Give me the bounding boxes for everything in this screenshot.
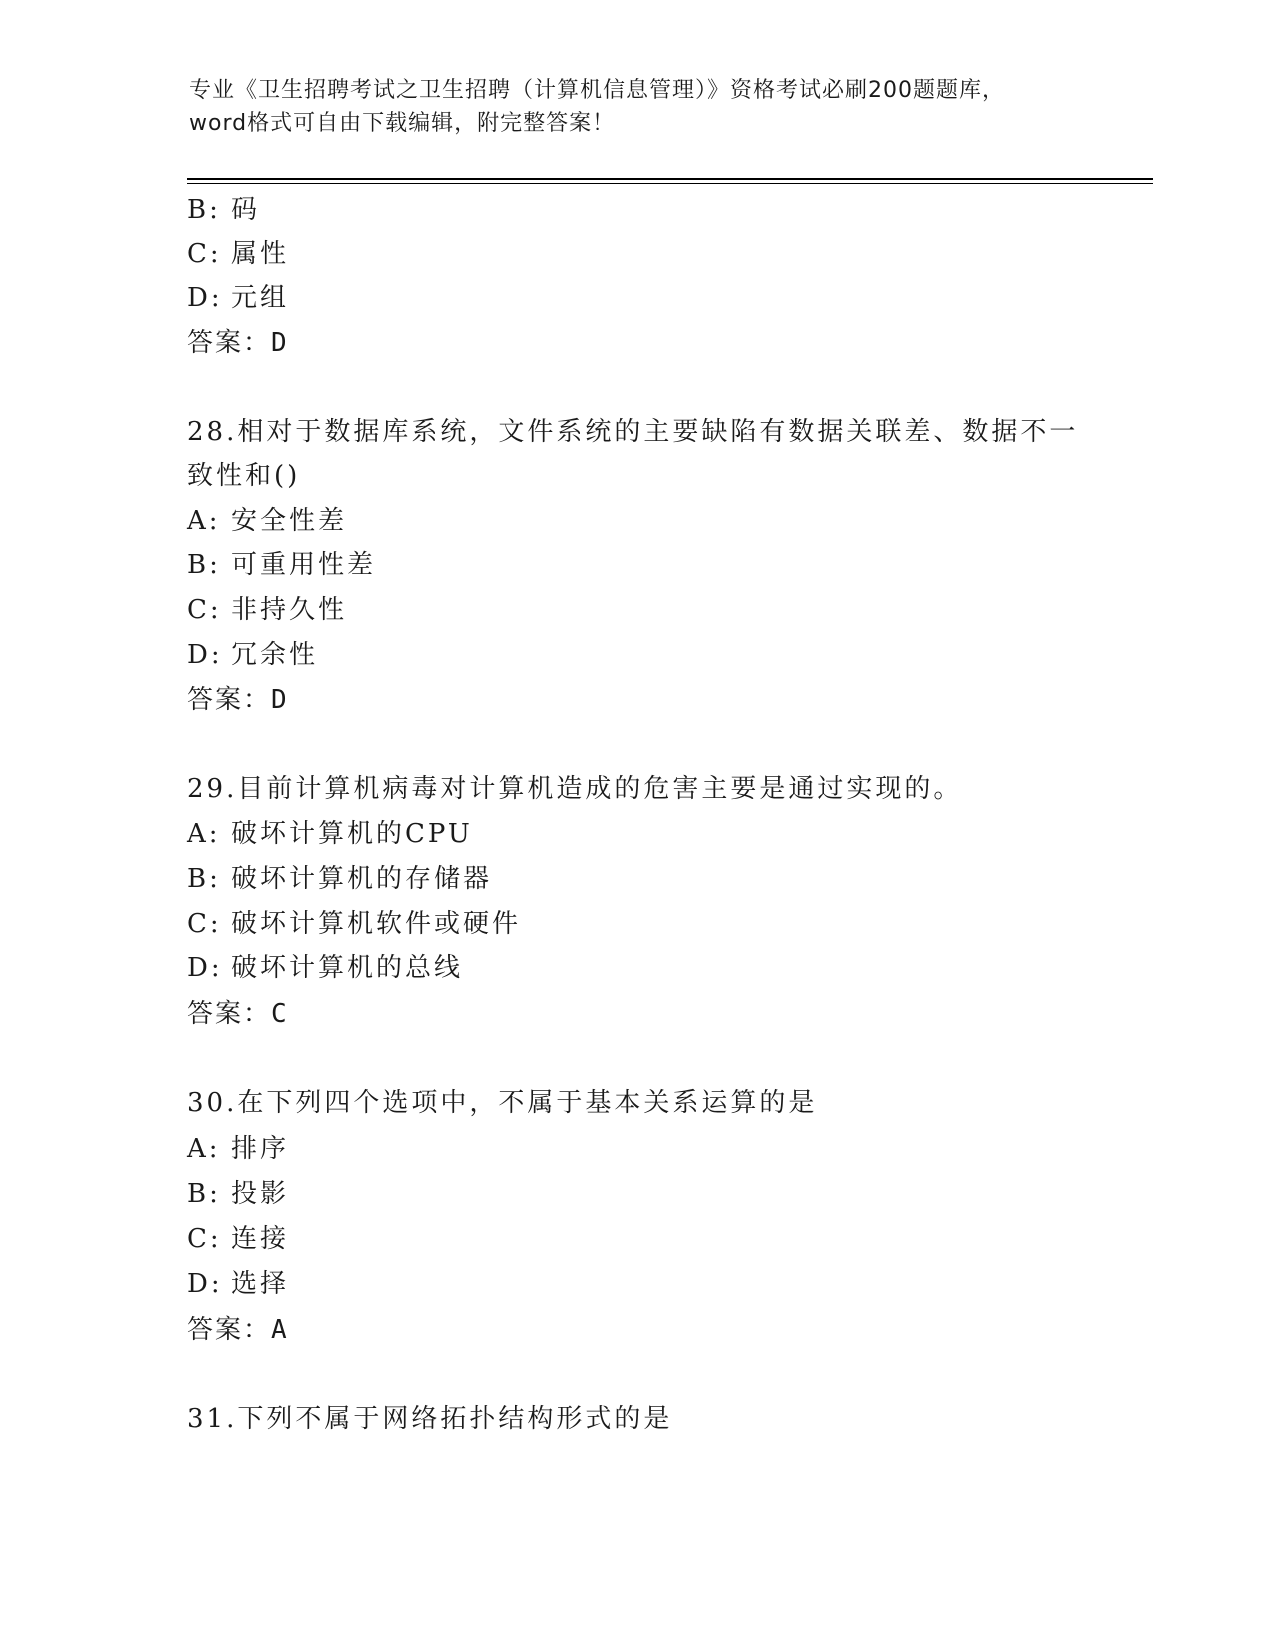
q30-stem: 30.在下列四个选项中，不属于基本关系运算的是 (187, 1088, 818, 1118)
q29-option-b: B: 破坏计算机的存储器 (187, 864, 493, 894)
q30-option-c: C: 连接 (187, 1224, 290, 1254)
q28-option-d: D: 冗余性 (187, 640, 319, 670)
q29-answer: 答案：C (187, 999, 287, 1029)
header-line-2: word格式可自由下载编辑，附完整答案！ (189, 111, 616, 136)
q31-stem: 31.下列不属于网络拓扑结构形式的是 (187, 1404, 673, 1434)
header-divider-thick (187, 178, 1153, 180)
q30-answer: 答案：A (187, 1315, 287, 1345)
q27-option-c: C: 属性 (187, 239, 290, 269)
q27-option-d: D: 元组 (187, 283, 290, 313)
q27-option-b: B: 码 (187, 195, 261, 225)
q29-option-c: C: 破坏计算机软件或硬件 (187, 909, 522, 939)
q30-option-b: B: 投影 (187, 1179, 290, 1209)
q28-stem-line-1: 28.相对于数据库系统，文件系统的主要缺陷有数据关联差、数据不一 (187, 417, 1079, 447)
q28-stem-line-2: 致性和() (187, 461, 301, 491)
header-divider-thin (187, 183, 1153, 184)
q28-option-a: A: 安全性差 (187, 506, 348, 536)
q28-option-b: B: 可重用性差 (187, 550, 377, 580)
q30-option-d: D: 选择 (187, 1269, 290, 1299)
header-line-1: 专业《卫生招聘考试之卫生招聘（计算机信息管理）》资格考试必刷200题题库， (189, 78, 1005, 103)
q29-stem: 29.目前计算机病毒对计算机造成的危害主要是通过实现的。 (187, 774, 963, 804)
q28-answer: 答案：D (187, 685, 287, 715)
q27-answer: 答案：D (187, 328, 287, 358)
q29-option-d: D: 破坏计算机的总线 (187, 953, 464, 983)
document-header (189, 74, 1089, 140)
q29-option-a: A: 破坏计算机的CPU (187, 819, 473, 849)
q28-option-c: C: 非持久性 (187, 595, 348, 625)
q30-option-a: A: 排序 (187, 1134, 290, 1164)
